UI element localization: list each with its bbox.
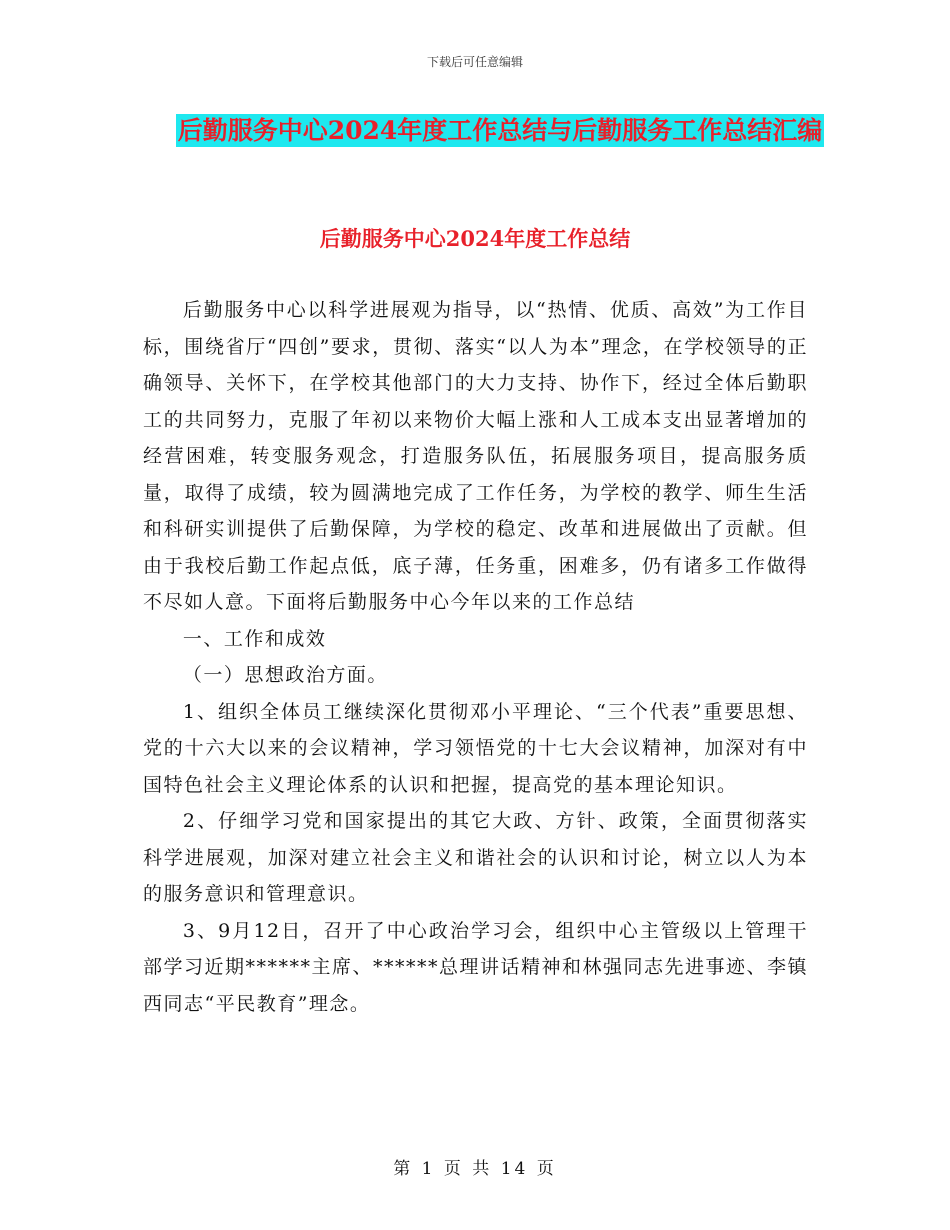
paragraph: 3、9月12日，召开了中心政治学习会，组织中心主管级以上管理干部学习近期******主席、******总理讲话精神和林强同志先进事迹、李镇西同志“平民教育”理念。: [143, 919, 809, 1015]
page-number-footer: 第 1 页 共 14 页: [393, 1159, 557, 1179]
section-title: 后勤服务中心2024年度工作总结: [319, 226, 631, 251]
document-body: [143, 292, 808, 1022]
paragraph: 后勤服务中心以科学进展观为指导，以“热情、优质、高效”为工作目标，围绕省厅“四创”要求，贯彻、落实“以人为本”理念，在学校领导的正确领导、关怀下，在学校其他部门的大力支持、协作下，经过全体后勤职工的共同努力，克服了年初以来物价大幅上涨和人工成本支出显著增加的经营困难，转变服务观念，打造服务队伍，拓展服务项目，提高服务质量，取得了成绩，较为圆满地完成了工作任务，为学校的教学、师生生活和科研实训提供了后勤保障，为学校的稳定、改革和进展做出了贡献。但由于我校后勤工作起点低，底子薄，任务重，困难多，仍有诸多工作做得不尽如人意。下面将后勤服务中心今年以来的工作总结: [143, 299, 808, 613]
document-title-text: 后勤服务中心2024年度工作总结与后勤服务工作总结汇编: [177, 116, 823, 145]
paragraph: 1、组织全体员工继续深化贯彻邓小平理论、“三个代表”重要思想、党的十六大以来的会议精神，学习领悟党的十七大会议精神，加深对有中国特色社会主义理论体系的认识和把握，提高党的基本理论知识。: [143, 700, 808, 796]
paragraph: 一、工作和成效: [182, 627, 327, 650]
paragraph: 2、仔细学习党和国家提出的其它大政、方针、政策，全面贯彻落实科学进展观，加深对建立社会主义和谐社会的认识和讨论，树立以人为本的服务意识和管理意识。: [143, 810, 808, 905]
document-title: [170, 109, 830, 153]
paragraph: （一）思想政治方面。: [182, 664, 388, 686]
header-note: 下载后可任意编辑: [426, 55, 523, 69]
